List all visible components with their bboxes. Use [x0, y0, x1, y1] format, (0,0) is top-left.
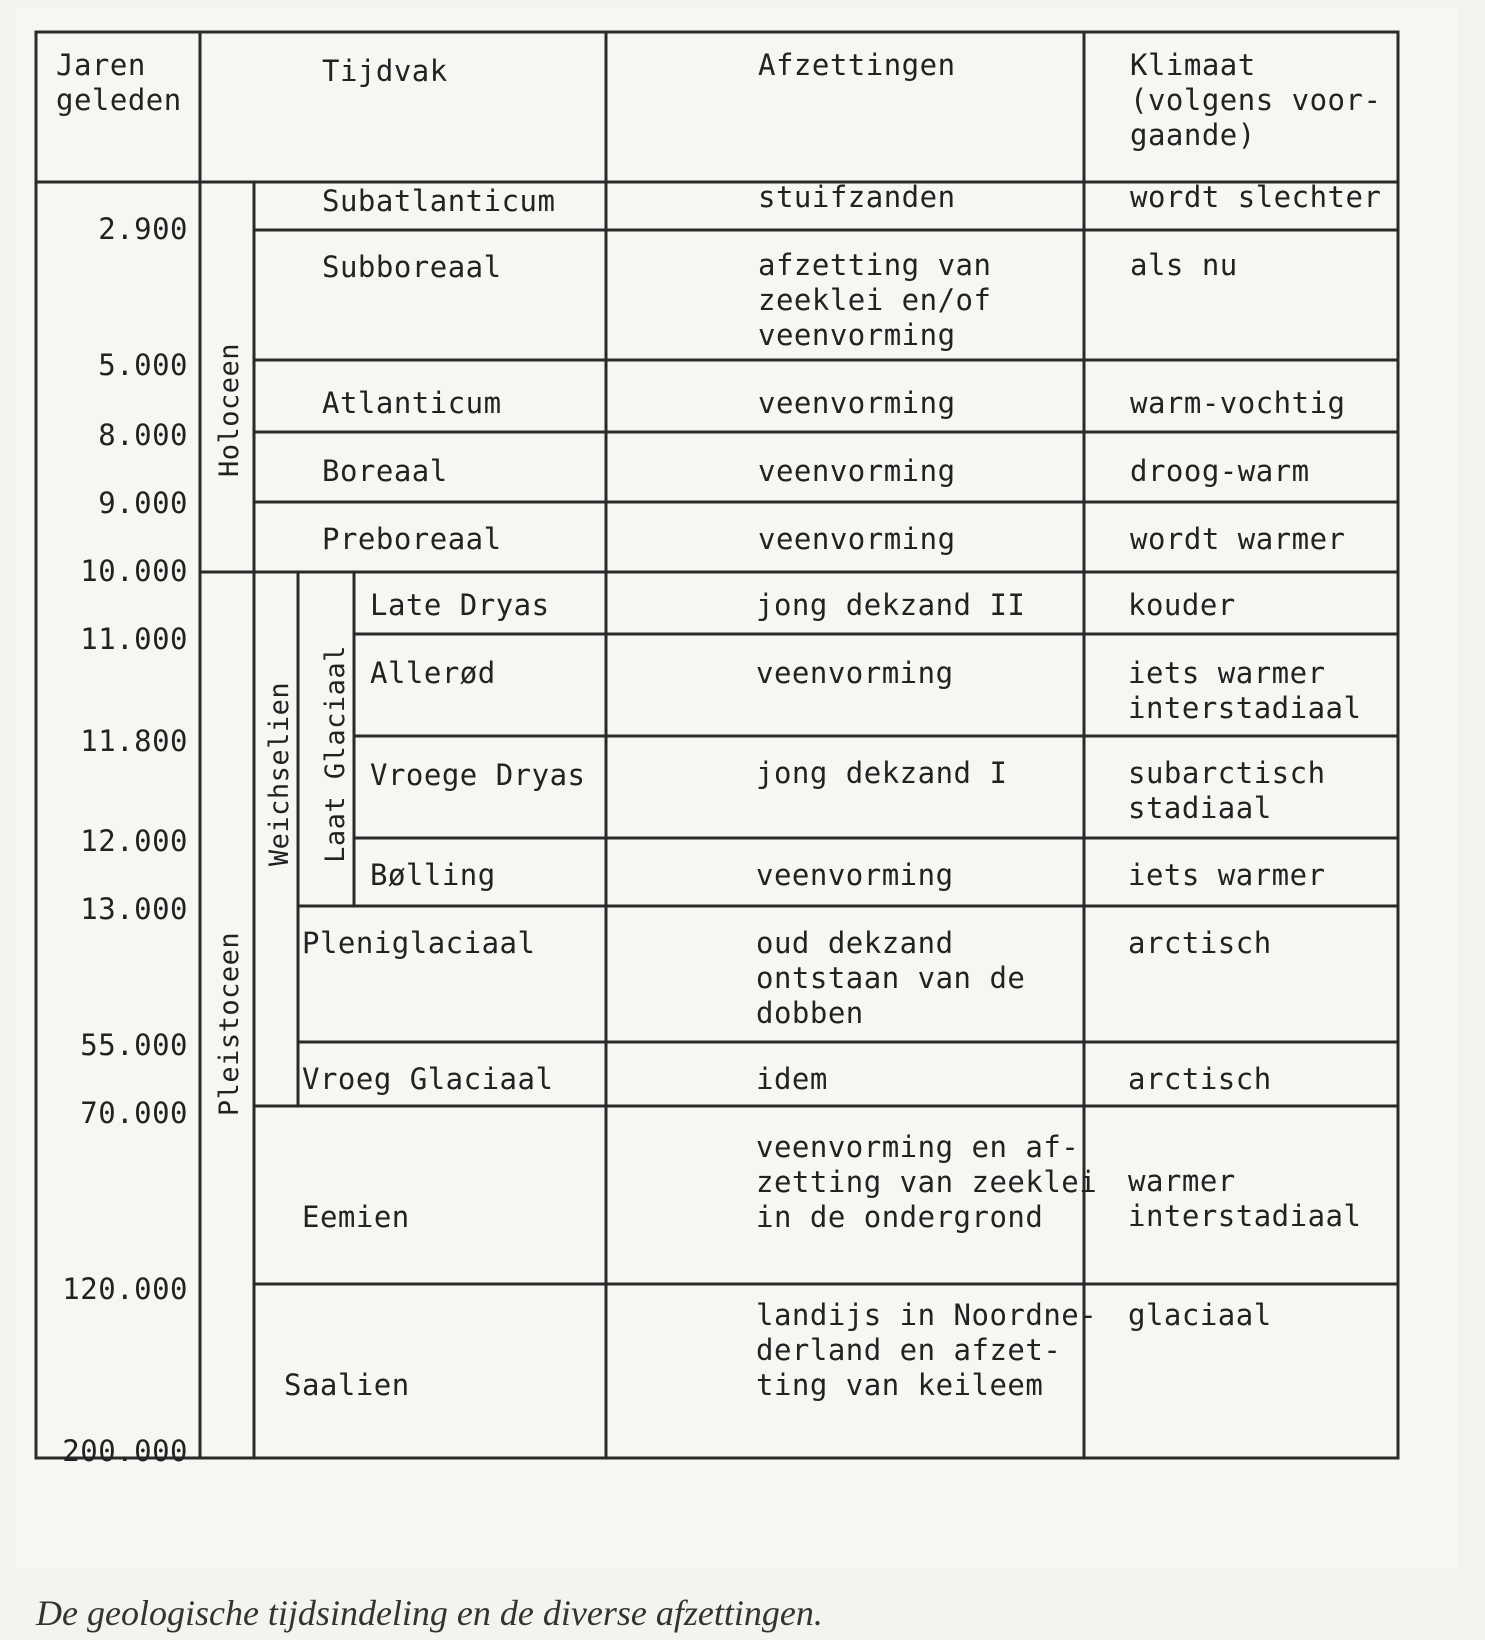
year-label: 120.000 — [62, 1272, 188, 1306]
year-label: 2.900 — [98, 212, 188, 246]
epoch-pleistocene: Pleistoceen — [214, 931, 245, 1117]
climate-cell: warm-vochtig — [1130, 386, 1346, 420]
period-cell: Subatlanticum — [322, 184, 556, 218]
year-label: 8.000 — [98, 418, 188, 452]
header-period: Tijdvak — [322, 54, 448, 88]
deposits-cell: veenvorming — [758, 386, 956, 420]
deposits-cell: jong dekzand II — [756, 588, 1026, 622]
epoch-weichselian: Weichselien — [264, 681, 295, 867]
deposits-cell: veenvorming — [758, 522, 956, 556]
period-cell: Vroeg Glaciaal — [302, 1062, 554, 1096]
document-sheet — [16, 8, 1458, 1568]
year-label: 70.000 — [80, 1096, 188, 1130]
climate-cell: arctisch — [1128, 1062, 1272, 1096]
period-cell: Late Dryas — [370, 588, 550, 622]
year-label: 11.800 — [80, 724, 188, 758]
year-label: 10.000 — [80, 554, 188, 588]
deposits-cell: afzetting van zeeklei en/of veenvorming — [758, 248, 992, 352]
period-cell: Bølling — [370, 858, 496, 892]
deposits-cell: oud dekzand ontstaan van de dobben — [756, 926, 1026, 1030]
year-label: 5.000 — [98, 348, 188, 382]
period-cell: Vroege Dryas — [370, 758, 586, 792]
figure-caption: De geologische tijdsindeling en de diverse afzettingen. — [36, 1593, 823, 1633]
year-label: 12.000 — [80, 824, 188, 858]
year-label: 13.000 — [80, 892, 188, 926]
deposits-cell: idem — [756, 1062, 828, 1096]
epoch-holocene: Holoceen — [214, 342, 245, 478]
climate-cell: als nu — [1130, 248, 1238, 282]
year-label: 200.000 — [62, 1434, 188, 1468]
period-cell: Allerød — [370, 656, 496, 690]
climate-cell: warmer interstadiaal — [1128, 1164, 1362, 1233]
climate-cell: wordt slechter — [1130, 180, 1382, 214]
year-label: 9.000 — [98, 486, 188, 520]
deposits-cell: jong dekzand I — [756, 756, 1008, 790]
deposits-cell: veenvorming en af- zetting van zeeklei in de ondergrond — [756, 1130, 1098, 1234]
period-cell: Saalien — [284, 1368, 410, 1402]
climate-cell: subarctisch stadiaal — [1128, 756, 1326, 825]
period-cell: Subboreaal — [322, 250, 502, 284]
deposits-cell: veenvorming — [758, 454, 956, 488]
header-deposits: Afzettingen — [758, 48, 956, 82]
climate-cell: iets warmer interstadiaal — [1128, 656, 1362, 725]
epoch-late-glacial: Laat Glaciaal — [320, 645, 351, 863]
deposits-cell: veenvorming — [756, 858, 954, 892]
climate-cell: kouder — [1128, 588, 1236, 622]
climate-cell: wordt warmer — [1130, 522, 1346, 556]
period-cell: Pleniglaciaal — [302, 926, 536, 960]
period-cell: Eemien — [302, 1200, 410, 1234]
climate-cell: iets warmer — [1128, 858, 1326, 892]
deposits-cell: landijs in Noordne- derland en afzet- ting van keileem — [756, 1298, 1098, 1402]
header-years: Jaren geleden — [56, 48, 182, 117]
deposits-cell: veenvorming — [756, 656, 954, 690]
year-label: 11.000 — [80, 622, 188, 656]
period-cell: Boreaal — [322, 454, 448, 488]
climate-cell: droog-warm — [1130, 454, 1310, 488]
period-cell: Atlanticum — [322, 386, 502, 420]
period-cell: Preboreaal — [322, 522, 502, 556]
year-label: 55.000 — [80, 1028, 188, 1062]
climate-cell: glaciaal — [1128, 1298, 1272, 1332]
deposits-cell: stuifzanden — [758, 180, 956, 214]
header-climate: Klimaat (volgens voor- gaande) — [1130, 48, 1382, 152]
climate-cell: arctisch — [1128, 926, 1272, 960]
